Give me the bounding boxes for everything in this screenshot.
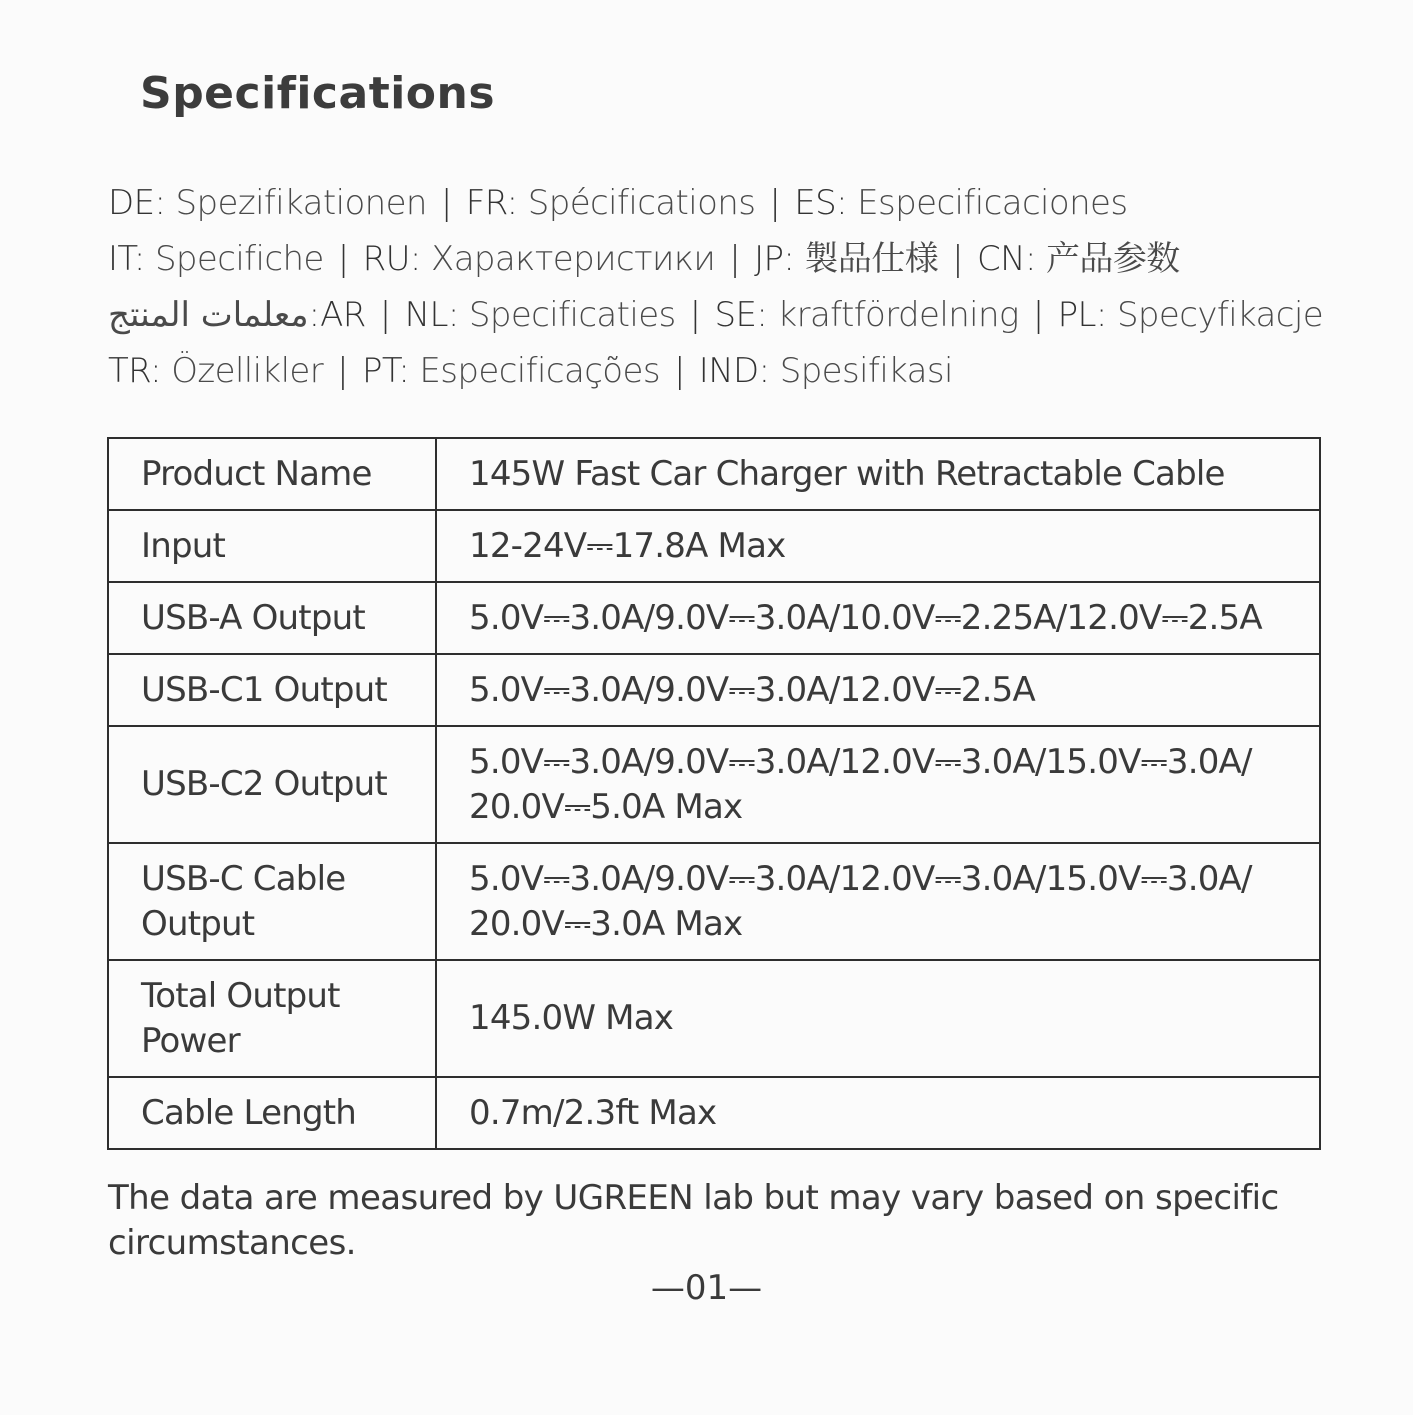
translated-title: Especificaciones <box>857 183 1128 223</box>
spec-value: 5.0V⎓3.0A/9.0V⎓3.0A/10.0V⎓2.25A/12.0V⎓2.5A <box>436 582 1320 654</box>
translated-title: Spesifikasi <box>779 351 953 391</box>
specifications-table-body <box>108 438 1320 1149</box>
spec-row <box>108 582 1320 654</box>
translation-entry <box>405 295 676 335</box>
translation-entry <box>699 351 953 391</box>
language-separator: | <box>673 351 685 391</box>
translation-entry <box>466 183 756 223</box>
language-separator: | <box>769 183 781 223</box>
language-separator: | <box>440 183 452 223</box>
translated-title: Özellikler <box>171 351 324 391</box>
spec-row <box>108 654 1320 726</box>
spec-value: 0.7m/2.3ft Max <box>436 1077 1320 1149</box>
page-number: —01— <box>650 1268 763 1308</box>
spec-value: 145W Fast Car Charger with Retractable Cable <box>436 438 1320 510</box>
translation-entry <box>977 239 1180 279</box>
translation-line <box>108 178 1328 234</box>
language-code: CN: <box>976 239 1036 279</box>
translated-title: 製品仕様 <box>804 239 939 279</box>
translated-title: 产品参数 <box>1046 239 1180 279</box>
language-separator: | <box>337 351 348 391</box>
language-code: IT: <box>108 239 145 279</box>
language-code: IND: <box>698 351 770 391</box>
spec-value: 5.0V⎓3.0A/9.0V⎓3.0A/12.0V⎓2.5A <box>436 654 1320 726</box>
spec-label: USB-C Cable Output <box>108 843 436 960</box>
spec-row <box>108 726 1320 843</box>
language-code: DE: <box>108 183 166 223</box>
translation-entry <box>363 239 716 279</box>
language-code: PT: <box>362 351 410 391</box>
translated-title: Specifiche <box>154 239 324 279</box>
language-separator: | <box>337 239 349 279</box>
spec-value: 145.0W Max <box>436 960 1320 1077</box>
translation-line <box>108 234 1328 290</box>
measurement-footnote: The data are measured by UGREEN lab but may vary based on specific circumstances. <box>108 1178 1279 1263</box>
spec-label: Input <box>108 510 436 582</box>
translation-entry <box>715 295 1019 335</box>
translation-entry <box>108 295 366 335</box>
translated-title: Especificações <box>419 351 660 391</box>
language-code: :AR <box>308 295 366 335</box>
translation-entry <box>108 183 427 223</box>
translation-entry <box>1058 295 1323 335</box>
language-code: ES: <box>794 183 847 223</box>
spec-label: Total Output Power <box>108 960 436 1077</box>
spec-value: 12-24V⎓17.8A Max <box>436 510 1320 582</box>
translated-title: معلمات المنتج <box>108 295 309 335</box>
translation-entry <box>108 351 323 391</box>
translation-entry <box>754 239 938 279</box>
specifications-table <box>107 437 1321 1150</box>
language-code: FR: <box>465 183 518 223</box>
translation-entry <box>362 351 660 391</box>
language-code: SE: <box>714 295 768 335</box>
spec-row <box>108 1077 1320 1149</box>
language-code: NL: <box>404 295 459 335</box>
spec-value: 5.0V⎓3.0A/9.0V⎓3.0A/12.0V⎓3.0A/15.0V⎓3.0A/ 20.0V⎓3.0A Max <box>436 843 1320 960</box>
translation-entry <box>794 183 1127 223</box>
spec-value: 5.0V⎓3.0A/9.0V⎓3.0A/12.0V⎓3.0A/15.0V⎓3.0A/ 20.0V⎓5.0A Max <box>436 726 1320 843</box>
language-separator: | <box>379 295 391 335</box>
language-separator: | <box>689 295 701 335</box>
translated-title: Specyfikacje <box>1116 295 1324 335</box>
spec-label: Cable Length <box>108 1077 436 1149</box>
translated-title: Specificaties <box>468 295 676 335</box>
spec-label: USB-A Output <box>108 582 436 654</box>
translation-line <box>108 346 1328 402</box>
spec-row <box>108 843 1320 960</box>
spec-label: Product Name <box>108 438 436 510</box>
spec-row <box>108 960 1320 1077</box>
translated-title: Spezifikationen <box>175 183 427 223</box>
translated-title: Spécifications <box>527 183 756 223</box>
translated-title: Характеристики <box>431 239 716 279</box>
spec-row <box>108 438 1320 510</box>
title-translations <box>108 178 1328 402</box>
spec-label: USB-C1 Output <box>108 654 436 726</box>
language-code: TR: <box>108 351 162 391</box>
language-code: JP: <box>754 239 795 279</box>
language-separator: | <box>952 239 963 279</box>
translation-entry <box>108 239 324 279</box>
language-code: PL: <box>1057 295 1107 335</box>
spec-label: USB-C2 Output <box>108 726 436 843</box>
translated-title: kraftfördelning <box>777 295 1019 335</box>
language-separator: | <box>729 239 741 279</box>
language-separator: | <box>1032 295 1044 335</box>
translation-line <box>108 290 1328 346</box>
page-title: Specifications <box>140 68 496 119</box>
spec-row <box>108 510 1320 582</box>
language-code: RU: <box>362 239 421 279</box>
